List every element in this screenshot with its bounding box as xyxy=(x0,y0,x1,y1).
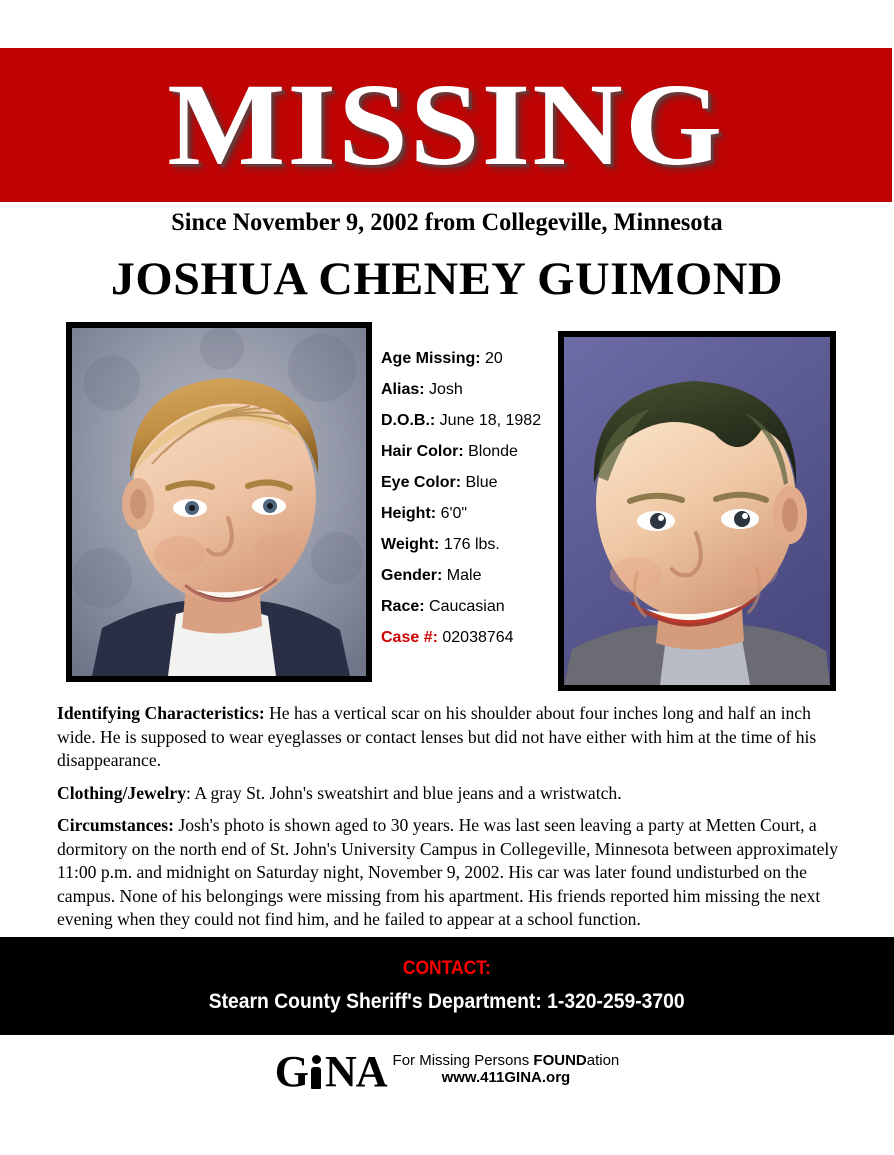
contact-heading: CONTACT: xyxy=(402,958,492,979)
photo-age-progressed xyxy=(558,331,836,691)
detail-row xyxy=(381,591,561,622)
detail-value-alias: Josh xyxy=(429,381,463,398)
detail-row xyxy=(381,405,561,436)
lead-circumstances: Circumstances: xyxy=(57,815,174,835)
detail-value-dob: June 18, 1982 xyxy=(439,412,542,429)
gina-tagline-bold: FOUND xyxy=(533,1052,587,1069)
detail-row xyxy=(381,560,561,591)
gina-url: www.411GINA.org xyxy=(441,1069,571,1086)
detail-label-race: Race: xyxy=(381,598,425,615)
detail-value-case-number: 02038764 xyxy=(442,629,514,646)
missing-headline: MISSING xyxy=(167,59,725,190)
detail-label-case-number: Case #: xyxy=(381,629,438,646)
body-circumstances: Josh's photo is shown aged to 30 years. He was last seen leaving a party at Metten Court, a dormitory on the north end of St. John's University Campus in Collegeville, Minnesota between approximately 11:00 p.m. and midnight on Saturday night, November 9, 2002. His car was later found undisturbed on the campus. None of his belongings were missing from his apartment. His friends reported him missing the next evening when they could not find him, and he failed to appear at a school function. xyxy=(57,815,839,929)
detail-label-weight: Weight: xyxy=(381,536,440,553)
gina-wordmark xyxy=(274,1047,387,1096)
person-figure-body xyxy=(311,1067,321,1089)
paragraph-identifying-characteristics xyxy=(57,702,841,773)
paragraph-circumstances xyxy=(57,814,841,932)
missing-since-line: Since November 9, 2002 from Collegeville, Minnesota xyxy=(171,209,723,236)
detail-label-age-missing: Age Missing: xyxy=(381,350,481,367)
detail-label-alias: Alias: xyxy=(381,381,425,398)
gina-tagline-suffix: ation xyxy=(586,1052,620,1069)
narrative-section xyxy=(57,702,841,941)
detail-value-height: 6'0" xyxy=(440,505,468,522)
photo-original-image xyxy=(72,328,366,676)
person-figure-head xyxy=(312,1055,321,1064)
contact-agency-phone: Stearn County Sheriff's Department: 1-320-259-3700 xyxy=(209,990,685,1013)
detail-value-weight: 176 lbs. xyxy=(443,536,500,553)
victim-details-list xyxy=(381,343,561,653)
gina-tagline xyxy=(393,1052,620,1069)
detail-value-eye-color: Blue xyxy=(465,474,498,491)
detail-row xyxy=(381,374,561,405)
lead-identifying-characteristics: Identifying Characteristics: xyxy=(57,703,265,723)
detail-label-gender: Gender: xyxy=(381,567,443,584)
detail-value-race: Caucasian xyxy=(429,598,505,615)
photo-original xyxy=(66,322,372,682)
detail-row xyxy=(381,622,561,653)
detail-value-hair-color: Blonde xyxy=(468,443,518,460)
detail-label-hair-color: Hair Color: xyxy=(381,443,464,460)
detail-row xyxy=(381,467,561,498)
detail-label-height: Height: xyxy=(381,505,437,522)
victim-name: JOSHUA CHENEY GUIMOND xyxy=(110,253,784,305)
detail-row xyxy=(381,529,561,560)
detail-row xyxy=(381,498,561,529)
detail-value-gender: Male xyxy=(446,567,482,584)
paragraph-clothing-jewelry xyxy=(57,782,841,806)
body-identifying-characteristics: He has a vertical scar on his shoulder about four inches long and half an inch wide. He is supposed to wear eyeglasses or contact lenses but did not have either with him at the time of his disappearance. xyxy=(57,703,817,770)
detail-label-eye-color: Eye Color: xyxy=(381,474,462,491)
gina-logo-text xyxy=(393,1048,620,1086)
body-clothing-jewelry: : A gray St. John's sweatshirt and blue jeans and a wristwatch. xyxy=(186,782,622,803)
person-figure-icon xyxy=(309,1055,324,1089)
detail-label-dob: D.O.B.: xyxy=(381,412,436,429)
detail-row xyxy=(381,436,561,467)
gina-wordmark-part2: NA xyxy=(324,1047,387,1096)
gina-wordmark-part1: G xyxy=(274,1047,308,1096)
photo-age-progressed-image xyxy=(564,337,830,685)
missing-banner xyxy=(0,48,892,202)
detail-value-age-missing: 20 xyxy=(485,350,503,367)
gina-tagline-prefix: For Missing Persons xyxy=(392,1052,534,1069)
contact-bar xyxy=(0,937,894,1035)
lead-clothing-jewelry: Clothing/Jewelry xyxy=(57,782,187,803)
detail-row xyxy=(381,343,561,374)
gina-logo xyxy=(0,1047,894,1096)
